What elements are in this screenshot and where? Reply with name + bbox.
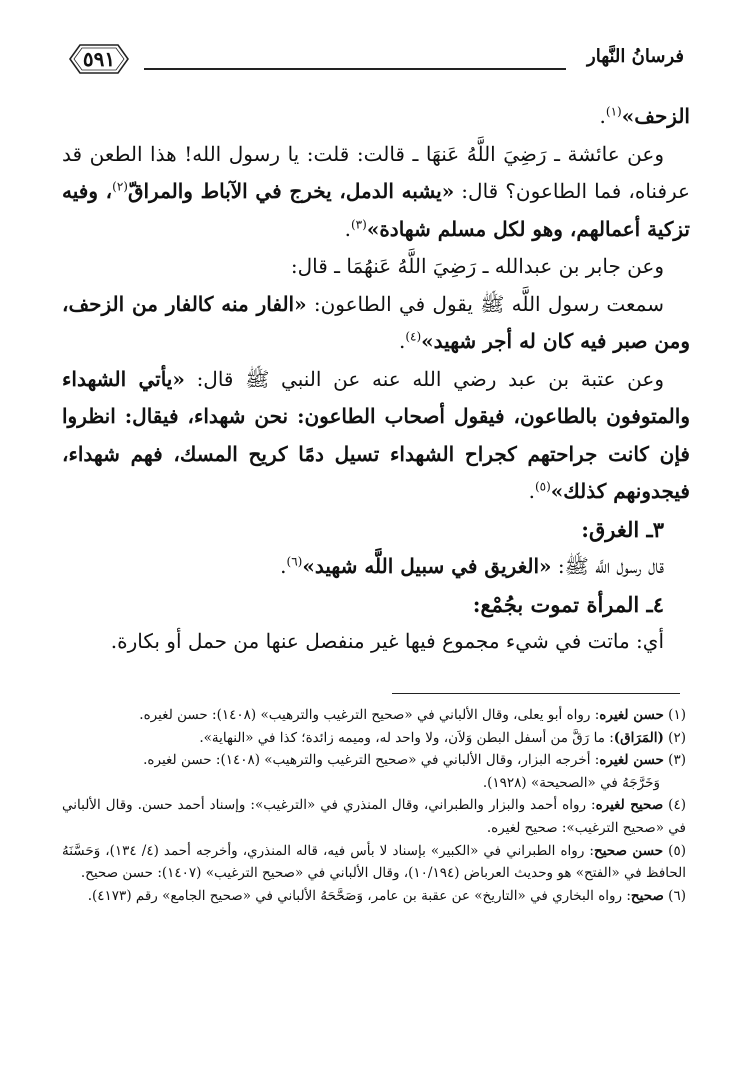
bold-text: الزحف» (621, 104, 690, 128)
text-run: سمعت رسول اللَّه ﷺ يقول في الطاعون: (306, 291, 664, 316)
section-heading (62, 586, 690, 624)
footnote (62, 749, 686, 772)
text-run: قال رسول اللَّه ﷺ: (551, 554, 664, 578)
bold-text: «الفار منه كالفار من الزحف، ومن صبر فيه كان له أجر شهيد» (62, 291, 690, 353)
text-run: (٣) (663, 752, 686, 769)
bold-text: ٣ـ الغرق: (581, 516, 664, 542)
page-number: ٥٩١ (82, 47, 116, 71)
paragraph (62, 286, 690, 361)
footnote (62, 840, 686, 885)
footnote-marker: (٢) (112, 179, 128, 194)
text-run: : رواه البخاري في «التاريخ» عن عقبة بن عامر، وَصَحَّحَهُ الألباني في «صحيح الجامع» رقم (٤١٧٣). (87, 887, 631, 904)
text-run: وعن عائشة ـ رَضِيَ اللَّهُ عَنهَا ـ قالت: قلت: يا رسول الله! هذا الطعن قد عرفناه، فما الطاعون؟ قال: (62, 141, 690, 203)
footnote-marker: (٥) (534, 479, 551, 494)
paragraph (62, 361, 690, 511)
footnote (62, 727, 686, 750)
bold-text: ٤ـ المرأة تموت بجُمْع: (472, 591, 664, 617)
text-run: : رواه أحمد والبزار والطبراني، وقال المنذري في «الترغيب»: وإسناد أحمد حسن. وقال الألباني في «صحيح الترغيب»: صحيح لغيره. (62, 797, 686, 836)
bold-text: ، وفيه تزكية أعمالهم، وهو لكل مسلم شهادة» (62, 179, 690, 241)
footnote-marker: (٦) (286, 554, 303, 569)
footnote-marker: (٣) (350, 216, 367, 231)
section-heading (62, 511, 690, 549)
text-run: . (599, 104, 606, 128)
bold-text: صحيح لغيره (595, 797, 664, 814)
text-run: أي: ماتت في شيء مجموع فيها غير منفصل عنها من حمل أو بكارة. (110, 629, 664, 653)
page-number-badge (64, 42, 134, 76)
footnote (62, 772, 686, 795)
text-run: . (398, 329, 406, 353)
text-run: : رواه أبو يعلى، وقال الألباني في «صحيح الترغيب والترهيب» (١٤٠٨): حسن لغيره. (139, 707, 600, 723)
paragraph (62, 98, 690, 136)
text-run: : ما رَقَّ من أسفل البطن وَلاَن، ولا واحد له، وميمه زائدة؛ كذا في «النهاية». (199, 729, 614, 746)
text-run: (٤) (663, 797, 686, 814)
text-run: وَخَرَّجَهُ في «الصحيحة» (١٩٢٨). (482, 774, 660, 791)
text-run: . (528, 479, 535, 503)
bold-text: «يشبه الدمل، يخرج في الآباط والمراقّ (127, 179, 455, 203)
paragraph (62, 623, 690, 661)
text-run: (١) (663, 707, 686, 723)
text-run: . (344, 216, 351, 241)
text-run: : رواه الطبراني في «الكبير» بإسناد لا بأس فيه، قاله المنذري، وأخرجه أحمد (٤/ ١٣٤)، وَحَسَّنَهُ الحافظ في «الفتح» هو وحديث العرباض (١٠/١٩٤)، وقال الألباني في «صحيح الترغيب» (١٤٠٧): حسن صحيح. (62, 842, 686, 882)
bold-text: «يأتي الشهداء والمتوفون بالطاعون، فيقول أصحاب الطاعون: نحن شهداء، فيقال: انظروا فإن كانت جراحتهم كجراح الشهداء تسيل دمًا كريح المسك، فهم شهداء، فيجدونهم كذلك» (62, 366, 690, 503)
bold-text: حسن لغيره (599, 707, 664, 723)
text-run: وعن عتبة بن عبد رضي الله عنه عن النبي ﷺ قال: (184, 366, 664, 391)
text-run: وعن جابر بن عبدالله ـ رَضِيَ اللَّهُ عَنهُمَا ـ قال: (290, 254, 664, 278)
bold-text: حسن صحيح (593, 842, 664, 859)
bold-text: حسن لغيره (599, 752, 664, 769)
bold-text: صحيح (630, 887, 664, 904)
footnote (62, 885, 686, 908)
header-rule (144, 68, 566, 70)
text-run: (٥) (663, 842, 686, 859)
paragraph (62, 548, 690, 586)
paragraph (62, 136, 690, 249)
text-run: . (280, 554, 287, 578)
bold-text: (المَرَاق) (613, 729, 664, 746)
main-text (62, 98, 690, 661)
running-title: فرسانُ النَّهار (587, 46, 684, 67)
paragraph (62, 248, 690, 286)
footnote-marker: (١) (605, 104, 622, 119)
footnote-marker: (٤) (405, 329, 422, 344)
footnote-separator (392, 693, 680, 694)
text-run: (٢) (663, 729, 686, 746)
text-run: (٦) (663, 887, 686, 904)
footnote (62, 794, 686, 839)
footnote (62, 704, 686, 727)
text-run: : أخرجه البزار، وقال الألباني في «صحيح الترغيب والترهيب» (١٤٠٨): حسن لغيره. (143, 752, 600, 769)
footnotes (62, 704, 686, 907)
page-header (64, 40, 684, 80)
bold-text: «الغريق في سبيل اللَّه شهيد» (302, 554, 552, 578)
